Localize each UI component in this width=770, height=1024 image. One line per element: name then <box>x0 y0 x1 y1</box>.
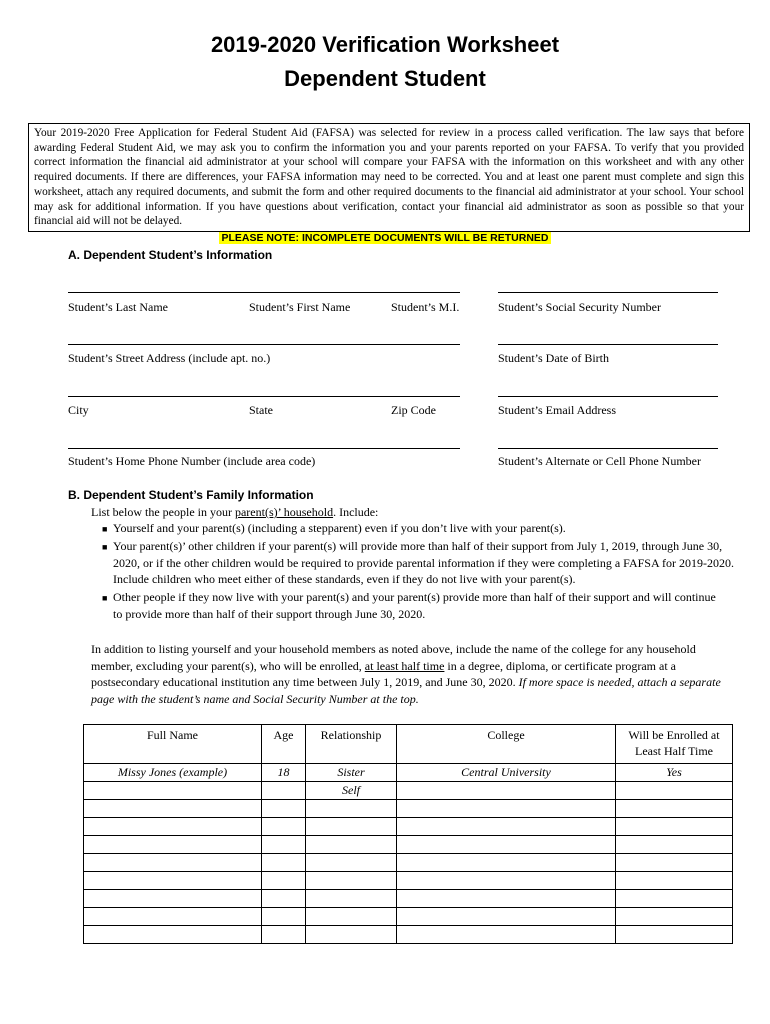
enrollment-para-italic: If more space is needed, attach a separate page with the student’s name and Social Security Number at the top. <box>91 675 721 706</box>
ssn-input-line[interactable] <box>498 292 718 293</box>
table-cell-half-time[interactable] <box>616 890 733 908</box>
enrollment-para-pre: In addition to listing yourself and your household members as noted above, include the name of the college for any household member, excluding your parent(s), who will be enrolled, <box>91 642 696 673</box>
incomplete-note-text: PLEASE NOTE: INCOMPLETE DOCUMENTS WILL BE RETURNED <box>221 232 549 244</box>
col-header-half-time <box>616 725 733 764</box>
bullet-icon: ■ <box>102 593 108 603</box>
first-name-label: Student’s First Name <box>249 300 351 314</box>
table-cell-age[interactable]: 18 <box>262 764 306 782</box>
table-cell-name[interactable] <box>84 836 262 854</box>
table-cell-name[interactable] <box>84 782 262 800</box>
table-cell-name[interactable] <box>84 800 262 818</box>
bullet-icon: ■ <box>102 542 108 552</box>
incomplete-note <box>0 232 770 244</box>
table-cell-name[interactable] <box>84 818 262 836</box>
bullet-item-3: Other people if they now live with your parent(s) and your parent(s) provide more than half of their support and will continue to provide more than half of their support through June 30, 2020. <box>113 590 716 621</box>
table-cell-half-time[interactable] <box>616 800 733 818</box>
table-cell-relationship[interactable] <box>306 854 397 872</box>
bullet-item-2: Your parent(s)’ other children if your parent(s) will provide more than half of their support from July 1, 2019, through June 30, 2020, or if the other children would be required to provide parental information if they were completing a FAFSA for 2019-2020. Include children who meet either of these standards, even if they do not live with your parent(s). <box>113 539 734 586</box>
zip-label: Zip Code <box>391 403 436 417</box>
household-intro-pre: List below the people in your <box>91 505 235 519</box>
table-cell-college[interactable] <box>397 926 616 944</box>
city-label: City <box>68 403 89 417</box>
dob-label: Student’s Date of Birth <box>498 351 609 365</box>
col-header-age: Age <box>262 725 306 764</box>
table-cell-name[interactable]: Missy Jones (example) <box>84 764 262 782</box>
dob-input-line[interactable] <box>498 344 718 345</box>
table-cell-half-time[interactable] <box>616 854 733 872</box>
table-cell-age[interactable] <box>262 908 306 926</box>
ssn-label: Student’s Social Security Number <box>498 300 661 314</box>
table-row <box>84 836 733 854</box>
table-cell-half-time[interactable] <box>616 926 733 944</box>
table-cell-name[interactable] <box>84 890 262 908</box>
table-cell-college[interactable] <box>397 890 616 908</box>
table-cell-relationship[interactable] <box>306 890 397 908</box>
table-cell-name[interactable] <box>84 926 262 944</box>
home-phone-label: Student’s Home Phone Number (include area code) <box>68 454 316 468</box>
household-intro-post: . Include: <box>333 505 379 519</box>
table-cell-age[interactable] <box>262 818 306 836</box>
table-cell-name[interactable] <box>84 872 262 890</box>
name-input-line[interactable] <box>68 292 460 293</box>
address-label: Student’s Street Address (include apt. no.) <box>68 351 271 365</box>
col-header-relationship: Relationship <box>306 725 397 764</box>
table-cell-half-time[interactable] <box>616 836 733 854</box>
table-row <box>84 782 733 800</box>
table-row <box>84 890 733 908</box>
col-header-college: College <box>397 725 616 764</box>
table-cell-half-time[interactable] <box>616 872 733 890</box>
table-cell-age[interactable] <box>262 800 306 818</box>
table-row <box>84 872 733 890</box>
table-cell-relationship[interactable] <box>306 926 397 944</box>
cell-phone-input-line[interactable] <box>498 448 718 449</box>
table-cell-college[interactable]: Central University <box>397 764 616 782</box>
table-cell-relationship[interactable] <box>306 908 397 926</box>
table-cell-age[interactable] <box>262 872 306 890</box>
col-header-half-time-line1: Will be Enrolled at <box>628 728 720 742</box>
email-label: Student’s Email Address <box>498 403 616 417</box>
table-cell-half-time[interactable] <box>616 782 733 800</box>
table-cell-relationship[interactable] <box>306 800 397 818</box>
table-cell-half-time[interactable] <box>616 908 733 926</box>
state-label: State <box>249 403 273 417</box>
household-table <box>83 724 733 944</box>
table-cell-college[interactable] <box>397 872 616 890</box>
household-intro-underlined: parent(s)’ household <box>234 505 334 519</box>
table-cell-college[interactable] <box>397 908 616 926</box>
bullet-icon: ■ <box>102 524 108 534</box>
table-cell-college[interactable] <box>397 836 616 854</box>
last-name-label: Student’s Last Name <box>68 300 168 314</box>
address-input-line[interactable] <box>68 344 460 345</box>
table-cell-age[interactable] <box>262 926 306 944</box>
household-intro <box>91 504 731 521</box>
table-cell-age[interactable] <box>262 890 306 908</box>
intro-box: Your 2019-2020 Free Application for Federal Student Aid (FAFSA) was selected for review in a process called verification. The law says that before awarding Federal Student Aid, we may ask you to confirm the information you and your parents reported on your FAFSA. To verify that you provided correct information the financial aid administrator at your school will compare your FAFSA with the information on this worksheet and with any other required documents. If there are differences, your FAFSA information may need to be corrected. You and at least one parent must complete and sign this worksheet, attach any required documents, and submit the form and other required documents to the financial aid administrator at your school. Your school may ask for additional information. If you have questions about verification, contact your financial aid administrator as soon as possible so that your financial aid will not be delayed. <box>28 123 750 232</box>
table-cell-college[interactable] <box>397 854 616 872</box>
table-row <box>84 854 733 872</box>
home-phone-input-line[interactable] <box>68 448 460 449</box>
bullet-item-1: Yourself and your parent(s) (including a stepparent) even if you don’t live with your parent(s). <box>113 521 566 535</box>
table-cell-age[interactable] <box>262 836 306 854</box>
page-title: 2019-2020 Verification Worksheet <box>210 32 560 57</box>
table-cell-age[interactable] <box>262 782 306 800</box>
table-header-row <box>84 725 733 764</box>
table-cell-relationship[interactable] <box>306 836 397 854</box>
table-cell-name[interactable] <box>84 908 262 926</box>
table-cell-relationship[interactable]: Self <box>306 782 397 800</box>
table-row <box>84 800 733 818</box>
email-input-line[interactable] <box>498 396 718 397</box>
enrollment-para-mid: in a degree, diploma, or certificate program at a postsecondary educational institution any time between July 1, 2019, and June 30, 2020. <box>91 658 676 689</box>
table-cell-name[interactable] <box>84 854 262 872</box>
enrollment-para-underlined: at least half time <box>364 658 445 673</box>
enrollment-paragraph <box>91 641 737 707</box>
table-cell-relationship[interactable] <box>306 818 397 836</box>
table-row <box>84 764 733 782</box>
col-header-half-time-line2: Least Half Time <box>635 744 713 758</box>
table-row <box>84 926 733 944</box>
table-cell-college[interactable] <box>397 818 616 836</box>
table-cell-age[interactable] <box>262 854 306 872</box>
section-a-heading: A. Dependent Student’s Information <box>68 248 273 262</box>
city-state-zip-input-line[interactable] <box>68 396 460 397</box>
cell-phone-label: Student’s Alternate or Cell Phone Number <box>498 454 701 468</box>
mi-label: Student’s M.I. <box>391 300 460 314</box>
page-subtitle: Dependent Student <box>284 66 486 91</box>
table-cell-relationship[interactable] <box>306 872 397 890</box>
table-row <box>84 908 733 926</box>
section-b-heading: B. Dependent Student’s Family Information <box>68 488 314 502</box>
col-header-full-name: Full Name <box>84 725 262 764</box>
table-cell-relationship[interactable]: Sister <box>306 764 397 782</box>
table-cell-college[interactable] <box>397 800 616 818</box>
table-cell-college[interactable] <box>397 782 616 800</box>
table-cell-half-time[interactable] <box>616 818 733 836</box>
table-row <box>84 818 733 836</box>
table-cell-half-time[interactable]: Yes <box>616 764 733 782</box>
